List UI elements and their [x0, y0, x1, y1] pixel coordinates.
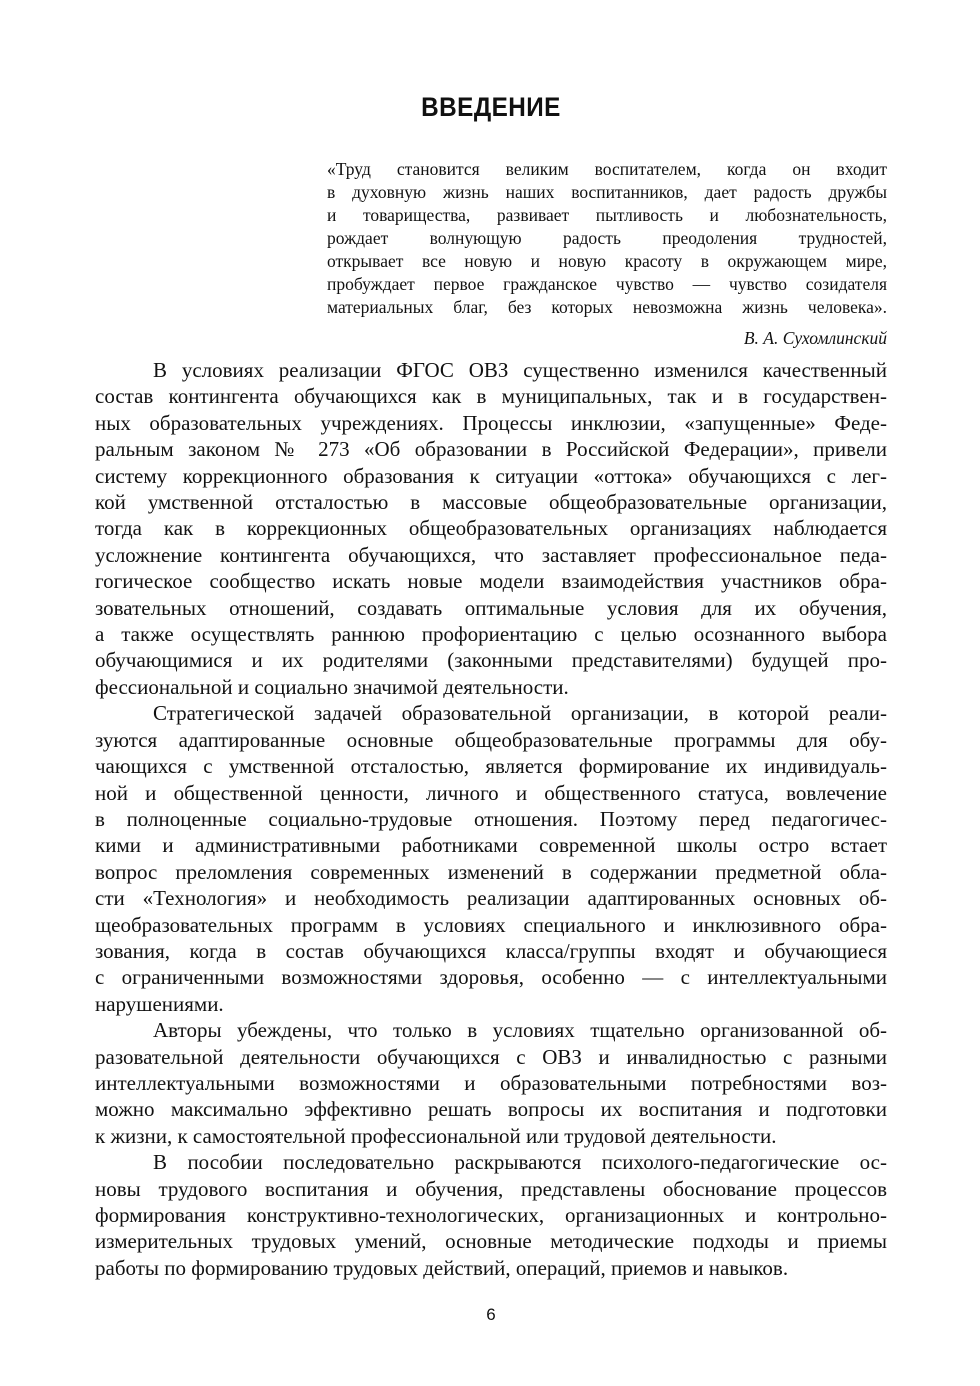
- paragraph-2: [95, 700, 887, 1017]
- text-line: сти «Технология» и необходимость реализации адаптированных основных об-: [95, 886, 887, 911]
- text-line: измерительных трудовых умений, основные методические подходы и приемы: [95, 1229, 887, 1254]
- text-line: к жизни, к самостоятельной профессиональной или трудовой деятельности.: [95, 1123, 777, 1148]
- text-line: Авторы убеждены, что только в условиях тщательно организованной об-: [153, 1018, 887, 1043]
- text-line: щеобразовательных программ в условиях специального и инклюзивного обра-: [95, 912, 887, 937]
- epigraph-line: пробуждает первое гражданское чувство — чувство созидателя: [327, 274, 887, 294]
- text-line: новы трудового воспитания и обучения, представлены обоснование процессов: [95, 1176, 887, 1201]
- text-line: формирования конструктивно-технологических, организационных и контрольно-: [95, 1203, 887, 1227]
- epigraph-line: открывает все новую и новую красоту в окружающем мире,: [327, 251, 887, 271]
- text-line: с ограниченными возможностями здоровья, особенно — с интеллектуальными: [95, 965, 887, 990]
- paragraph-4: [95, 1149, 887, 1281]
- text-line: Стратегической задачей образовательной организации, в которой реали-: [153, 701, 887, 726]
- text-line: фессиональной и социально значимой деятельности.: [95, 674, 569, 699]
- text-line: тогда как в коррекционных общеобразовательных организациях наблюдается: [95, 516, 887, 541]
- text-line: зовательных отношений, создавать оптимальные условия для их обучения,: [95, 595, 887, 620]
- epigraph: [327, 158, 887, 319]
- page-number: 6: [486, 1305, 496, 1324]
- paragraph-3: [95, 1017, 887, 1149]
- text-line: разовательной деятельности обучающихся с ОВЗ и инвалидностью с разными: [95, 1044, 887, 1069]
- text-line: ной и общественной ценности, личного и общественного статуса, вовлечение: [95, 780, 887, 805]
- text-line: зуются адаптированные основные общеобразовательные программы для обу-: [95, 727, 887, 752]
- text-line: обучающимися и их родителями (законными представителями) будущей про-: [95, 648, 887, 673]
- epigraph-line: материальных благ, без которых невозможна жизнь человека».: [327, 297, 887, 317]
- epigraph-line: рождает волнующую радость преодоления трудностей,: [327, 228, 887, 248]
- text-line: нарушениями.: [95, 991, 224, 1016]
- epigraph-line: «Труд становится великим воспитателем, когда он входит: [327, 159, 887, 179]
- text-line: ральным законом № 273 «Об образовании в Российской Федерации», привели: [95, 437, 887, 462]
- text-line: в полноценные социально-трудовые отношения. Поэтому перед педагогичес-: [95, 806, 887, 831]
- epigraph-line: и товарищества, развивает пытливость и любознательность,: [327, 205, 887, 225]
- text-line: ных образовательных учреждениях. Процессы инклюзии, «запущенные» Феде-: [95, 410, 887, 435]
- chapter-title: ВВЕДЕНИЕ: [421, 92, 561, 122]
- text-line: работы по формированию трудовых действий, операций, приемов и навыков.: [95, 1255, 789, 1280]
- text-line: В пособии последовательно раскрываются психолого-педагогические ос-: [153, 1150, 887, 1175]
- text-line: усложнение контингента обучающихся, что заставляет профессиональное педа-: [95, 542, 887, 567]
- epigraph-line: в духовную жизнь наших воспитанников, дает радость дружбы: [327, 182, 887, 202]
- body-text: [95, 357, 887, 1281]
- text-line: чающихся с умственной отсталостью, является формирование их индивидуаль-: [95, 754, 887, 779]
- text-line: гогическое сообщество искать новые модели взаимодействия участников обра-: [95, 569, 887, 594]
- text-line: можно максимально эффективно решать вопросы их воспитания и подготовки: [95, 1097, 887, 1122]
- text-line: вопрос преломления современных изменений в содержании предметной обла-: [95, 859, 887, 884]
- text-line: кими и административными работниками современной школы остро встает: [95, 833, 887, 858]
- paragraph-1: [95, 357, 887, 700]
- text-line: зования, когда в состав обучающихся класса/группы входят и обучающиеся: [95, 938, 887, 963]
- epigraph-author: В. А. Сухомлинский: [743, 328, 887, 348]
- text-line: В условиях реализации ФГОС ОВЗ существенно изменился качественный: [153, 358, 887, 382]
- text-line: интеллектуальными возможностями и образовательными потребностями воз-: [95, 1070, 887, 1095]
- text-line: а также осуществлять раннюю профориентацию с целью осознанного выбора: [95, 622, 887, 647]
- document-page: [95, 0, 887, 1386]
- text-line: состав контингента обучающихся как в муниципальных, так и в государствен-: [95, 384, 887, 409]
- text-line: систему коррекционного образования к ситуации «оттока» обучающихся с лег-: [95, 463, 887, 488]
- text-line: кой умственной отсталостью в массовые общеобразовательные организации,: [95, 490, 887, 515]
